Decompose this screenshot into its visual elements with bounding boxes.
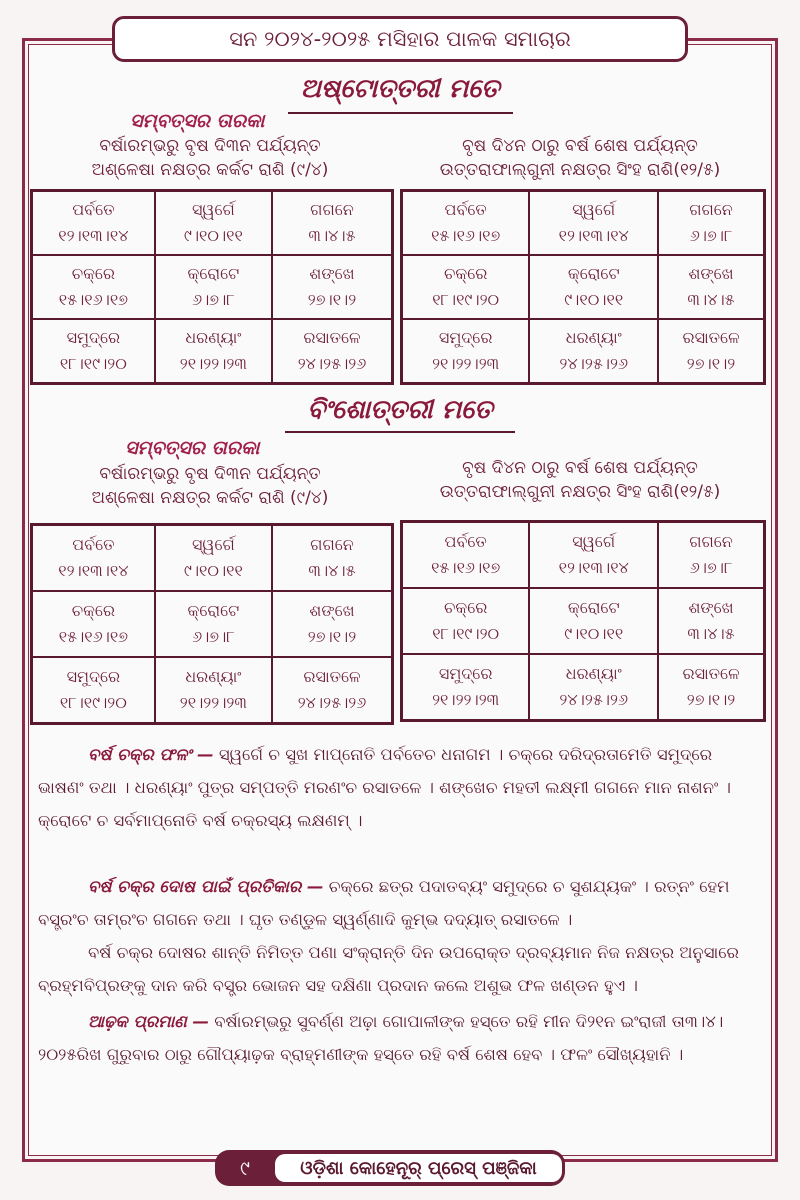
table-cell <box>402 588 530 654</box>
table-cell <box>32 657 155 724</box>
table-cell <box>402 654 530 721</box>
table-row <box>402 654 765 721</box>
section-subheading: ସମ୍ବତ୍ସର ତାରକା <box>125 437 260 459</box>
table-cell <box>32 255 155 319</box>
cell-nakshatra-numbers: ୧୮।୧୯।୨୦ <box>432 289 500 309</box>
cell-nakshatra-numbers: ୨୪।୨୫।୨୬ <box>297 353 367 373</box>
cell-nakshatra-numbers: ୨୪।୨୫।୨୬ <box>559 353 629 373</box>
condition-line: ବୃଷ ଦି୪ନ ଠାରୁ ବର୍ଷ ଶେଷ ପର୍ଯ୍ୟନ୍ତ <box>462 136 698 156</box>
cell-nakshatra-numbers: ୨୧।୨୨।୨୩ <box>179 353 247 373</box>
table-row <box>402 319 765 384</box>
cell-label: ଗଗନେ <box>689 532 733 551</box>
table-cell <box>529 191 658 256</box>
table-cell <box>155 657 272 724</box>
table-cell <box>272 255 393 319</box>
table-cell <box>272 191 393 256</box>
paragraph-varsha-chakra-phala <box>38 738 763 837</box>
cell-label: ଚକ୍ରେ <box>71 600 116 620</box>
table-cell <box>272 319 393 384</box>
cell-label: ସ୍ୱର୍ଗେ <box>191 535 235 554</box>
cell-label: କ୍ରୋଟେ <box>187 600 240 620</box>
paragraph-lead: ବର୍ଷ ଚକ୍ର ଫଳଂ — <box>88 745 214 764</box>
table-row <box>32 255 393 319</box>
varsha-chakra-table-left <box>30 523 394 725</box>
table-cell <box>402 255 530 319</box>
cell-nakshatra-numbers: ୧୮।୧୯।୨୦ <box>59 353 127 373</box>
table-cell <box>155 191 272 256</box>
table-cell <box>529 588 658 654</box>
cell-nakshatra-numbers: ୨୭।୧।୨ <box>686 353 736 373</box>
table-cell <box>658 654 764 721</box>
paragraph-text: ବର୍ଷାରମ୍ଭରୁ ସୁବର୍ଣ୍ଣ ଅଢ଼ା ଗୋପାଳୀଙ୍କ ହସ୍ତେ ରହି ମୀନ ଦି୨୧ନ ଇଂରାଜୀ ତା୩।୪।୨୦୨୫ରିଖ ଗୁରୁବାର ଠାରୁ ଗୌପ୍ୟାଢ଼କ ବ୍ରାହ୍ମଣୀଙ୍କ ହସ୍ତେ ରହି ବର୍ଷ ଶେଷ ହେବ । ଫଳଂ ସୌଖ୍ୟହାନି । <box>38 1012 724 1064</box>
table-cell <box>32 191 155 256</box>
cell-nakshatra-numbers: ୨୧।୨୨।୨୩ <box>179 692 247 712</box>
section-subheading: ସମ୍ବତ୍ସର ତାରକା <box>130 110 265 132</box>
table-cell <box>529 319 658 384</box>
cell-label: ରସାତଳେ <box>682 663 740 683</box>
table-cell <box>155 319 272 384</box>
table-cell <box>155 255 272 319</box>
cell-label: ଧରଣ୍ୟାଂ <box>185 666 242 686</box>
cell-nakshatra-numbers: ୯।୧୦।୧୧ <box>183 561 243 580</box>
paragraph-pratikara <box>38 870 763 936</box>
title-underline <box>285 431 515 433</box>
table-cell <box>32 525 155 592</box>
cell-nakshatra-numbers: ୩।୪।୫ <box>687 623 735 643</box>
cell-nakshatra-numbers: ୧୫।୧୬।୧୭ <box>58 626 128 646</box>
cell-nakshatra-numbers: ୨୭।୧।୨ <box>307 289 357 309</box>
varsha-chakra-table-left <box>30 189 394 385</box>
cell-label: ପର୍ବତେ <box>72 535 115 554</box>
page-header <box>112 16 688 62</box>
table-cell <box>272 591 393 657</box>
cell-nakshatra-numbers: ୧୨।୧୩।୧୪ <box>558 226 629 245</box>
table-cell <box>658 255 764 319</box>
publication-name: ଓଡ଼ିଶା କୋହେନୂର୍ ପ୍ରେସ୍ ପଞ୍ଜିକା <box>275 1154 562 1182</box>
table-row <box>32 591 393 657</box>
cell-label: ଶଙ୍ଖେ <box>309 263 355 283</box>
header-text: ସନ ୨୦୨୪-୨୦୨୫ ମସିହାର ପାଳକ ସମାଚାର <box>229 26 571 51</box>
table-cell <box>272 525 393 592</box>
table-row <box>32 319 393 384</box>
cell-nakshatra-numbers: ୨୪।୨୫।୨୬ <box>297 692 367 712</box>
cell-label: ଚକ୍ରେ <box>444 597 488 617</box>
cell-nakshatra-numbers: ୨୭।୧।୨ <box>686 689 736 709</box>
cell-nakshatra-numbers: ୧୫।୧୬।୧୭ <box>58 289 128 309</box>
cell-nakshatra-numbers: ୨୧।୨୨।୨୩ <box>432 689 500 709</box>
condition-line: ଅଶ୍ଳେଷା ନକ୍ଷତ୍ର କର୍କଟ ରାଶି (୯/୪) <box>91 160 329 180</box>
title-underline <box>288 112 513 114</box>
table-cell <box>155 591 272 657</box>
cell-nakshatra-numbers: ୩।୪।୫ <box>687 289 735 309</box>
cell-nakshatra-numbers: ୬।୭।୮ <box>689 226 733 245</box>
cell-label: ଧରଣ୍ୟାଂ <box>565 663 622 683</box>
table-cell <box>529 522 658 589</box>
table-row <box>32 657 393 724</box>
cell-label: ସମୁଦ୍ରେ <box>66 327 121 347</box>
table-row <box>32 191 393 256</box>
cell-label: ରସାତଳେ <box>682 327 740 347</box>
table-row <box>402 522 765 589</box>
paragraph-adhaka-pramana <box>38 1005 763 1071</box>
section-title-vimshottari: ବିଂଶୋତ୍ତରୀ ମତେ <box>307 395 493 425</box>
cell-nakshatra-numbers: ୨୧।୨୨।୨୩ <box>432 353 500 373</box>
table-cell <box>272 657 393 724</box>
paragraph-text: ବର୍ଷ ଚକ୍ର ଦୋଷର ଶାନ୍ତି ନିମିତ୍ତ ପଣା ସଂକ୍ରାନ୍ତି ଦିନ ଉପରୋକ୍ତ ଦ୍ରବ୍ୟମାନ ନିଜ ନକ୍ଷତ୍ର ଅନୁସାରେ ବ୍ରହ୍ମବିପ୍ରଙ୍କୁ ଦାନ କରି ବସ୍ତ୍ର ଭୋଜନ ସହ ଦକ୍ଷିଣା ପ୍ରଦାନ କଲେ ଅଶୁଭ ଫଳ ଖଣ୍ଡନ ହୁଏ । <box>38 943 740 995</box>
cell-label: ସମୁଦ୍ରେ <box>438 663 493 683</box>
varsha-chakra-table-right <box>400 189 766 385</box>
cell-nakshatra-numbers: ୯।୧୦।୧୧ <box>564 623 624 643</box>
cell-label: ସ୍ୱର୍ଗେ <box>572 200 616 219</box>
cell-nakshatra-numbers: ୧୮।୧୯।୨୦ <box>432 623 500 643</box>
cell-nakshatra-numbers: ୧୨।୧୩।୧୪ <box>558 558 629 577</box>
table-row <box>32 525 393 592</box>
table-cell <box>402 522 530 589</box>
cell-nakshatra-numbers: ୬।୭।୮ <box>192 626 235 646</box>
condition-line: ବର୍ଷାରମ୍ଭରୁ ବୃଷ ଦି୩ନ ପର୍ଯ୍ୟନ୍ତ <box>99 136 321 156</box>
varsha-chakra-table-right <box>400 520 766 722</box>
section-title-ashtottari: ଅଷ୍ଟୋତ୍ତରୀ ମତେ <box>300 74 500 104</box>
cell-nakshatra-numbers: ୧୮।୧୯।୨୦ <box>59 692 127 712</box>
cell-label: ପର୍ବତେ <box>444 200 487 219</box>
cell-label: କ୍ରୋଟେ <box>567 597 620 617</box>
cell-label: ଚକ୍ରେ <box>444 263 488 283</box>
paragraph-text: ସ୍ୱର୍ଗେ ଚ ସୁଖ ମାପ୍ନୋତି ପର୍ବତେଚ ଧନାଗମ । ଚକ୍ରେ ଦରିଦ୍ରତାମେତି ସମୁଦ୍ରେ ଭାଷଣଂ ତଥା । ଧରଣ୍ୟାଂ ପୁତ୍ର ସମ୍ପତ୍ତି ମରଣଂଚ ରସାତଳେ । ଶଙ୍ଖେଚ ମହତୀ ଲକ୍ଷ୍ମୀ ଗଗନେ ମାନ ନାଶନଂ । କ୍ରୋଟେ ଚ ସର୍ବମାପ୍ନୋତି ବର୍ଷ ଚକ୍ରସ୍ୟ ଲକ୍ଷଣମ୍ । <box>38 745 731 830</box>
table-cell <box>155 525 272 592</box>
paragraph-shanti <box>38 936 763 1002</box>
cell-label: ଶଙ୍ଖେ <box>688 597 734 617</box>
cell-label: ସମୁଦ୍ରେ <box>66 666 121 686</box>
table-row <box>402 255 765 319</box>
table-row <box>402 588 765 654</box>
cell-label: ଶଙ୍ଖେ <box>688 263 734 283</box>
cell-label: ଧରଣ୍ୟାଂ <box>185 327 242 347</box>
cell-nakshatra-numbers: ୨୭।୧।୨ <box>307 626 357 646</box>
condition-line: ବର୍ଷାରମ୍ଭରୁ ବୃଷ ଦି୩ନ ପର୍ଯ୍ୟନ୍ତ <box>99 464 321 484</box>
cell-nakshatra-numbers: ୩।୪।୫ <box>308 226 356 245</box>
left-condition <box>30 462 390 510</box>
cell-label: ସ୍ୱର୍ଗେ <box>191 200 235 219</box>
table-cell <box>658 319 764 384</box>
table-cell <box>529 654 658 721</box>
cell-label: ପର୍ବତେ <box>444 532 487 551</box>
table-cell <box>32 319 155 384</box>
cell-nakshatra-numbers: ୧୫।୧୬।୧୭ <box>431 226 501 245</box>
page-footer <box>215 1150 565 1186</box>
paragraph-lead: ଆଢ଼କ ପ୍ରମାଣ — <box>88 1012 209 1031</box>
condition-line: ବୃଷ ଦି୪ନ ଠାରୁ ବର୍ଷ ଶେଷ ପର୍ଯ୍ୟନ୍ତ <box>462 458 698 478</box>
cell-label: ସ୍ୱର୍ଗେ <box>572 532 616 551</box>
cell-nakshatra-numbers: ୧୫।୧୬।୧୭ <box>431 558 501 577</box>
cell-label: ଗଗନେ <box>689 200 733 219</box>
cell-nakshatra-numbers: ୬।୭।୮ <box>689 558 733 577</box>
right-condition <box>390 134 770 182</box>
cell-nakshatra-numbers: ୯।୧୦।୧୧ <box>564 289 624 309</box>
table-row <box>402 191 765 256</box>
cell-label: ଚକ୍ରେ <box>71 263 116 283</box>
page-number: ୯ <box>240 1156 250 1180</box>
cell-nakshatra-numbers: ୩।୪।୫ <box>308 561 356 580</box>
paragraph-text: ଚକ୍ରେ ଛତ୍ର ପଦାତବ୍ୟଂ ସମୁଦ୍ରେ ଚ ସୁଶଯ୍ୟକଂ । ରତ୍ନଂ ହେମ ବସ୍ତ୍ରଂଚ ତାମ୍ରଂଚ ଗଗନେ ତଥା । ଘୃତ ତଣ୍ଡୁଳ ସ୍ୱର୍ଣ୍ଣାଦି କୁମ୍ଭ ଦଦ୍ୟାତ୍ ରସାତଳେ । <box>38 877 730 929</box>
table-cell <box>529 255 658 319</box>
cell-label: ସମୁଦ୍ରେ <box>438 327 493 347</box>
cell-label: ରସାତଳେ <box>303 327 361 347</box>
cell-label: ରସାତଳେ <box>303 666 361 686</box>
condition-line: ଉତ୍ତରାଫାଲ୍‌ଗୁନୀ ନକ୍ଷତ୍ର ସିଂହ ରାଶି(୧୨/୫) <box>439 482 721 502</box>
table-cell <box>402 191 530 256</box>
cell-label: ପର୍ବତେ <box>72 200 115 219</box>
cell-label: ଗଗନେ <box>310 535 354 554</box>
cell-label: ଧରଣ୍ୟାଂ <box>565 327 622 347</box>
cell-nakshatra-numbers: ୬।୭।୮ <box>192 289 235 309</box>
cell-nakshatra-numbers: ୧୨।୧୩।୧୪ <box>58 561 129 580</box>
cell-nakshatra-numbers: ୧୨।୧୩।୧୪ <box>58 226 129 245</box>
right-condition <box>390 456 770 504</box>
cell-label: ଗଗନେ <box>310 200 354 219</box>
condition-line: ଉତ୍ତରାଫାଲ୍‌ଗୁନୀ ନକ୍ଷତ୍ର ସିଂହ ରାଶି(୧୨/୫) <box>439 160 721 180</box>
table-cell <box>32 591 155 657</box>
condition-line: ଅଶ୍ଳେଷା ନକ୍ଷତ୍ର କର୍କଟ ରାଶି (୯/୪) <box>91 488 329 508</box>
left-condition <box>30 134 390 182</box>
table-cell <box>658 191 764 256</box>
table-cell <box>658 522 764 589</box>
table-cell <box>402 319 530 384</box>
cell-nakshatra-numbers: ୯।୧୦।୧୧ <box>183 226 243 245</box>
paragraph-lead: ବର୍ଷ ଚକ୍ର ଦୋଷ ପାଇଁ ପ୍ରତିକାର — <box>88 877 324 896</box>
cell-label: କ୍ରୋଟେ <box>187 263 240 283</box>
cell-label: ଶଙ୍ଖେ <box>309 600 355 620</box>
table-cell <box>658 588 764 654</box>
cell-label: କ୍ରୋଟେ <box>567 263 620 283</box>
cell-nakshatra-numbers: ୨୪।୨୫।୨୬ <box>559 689 629 709</box>
